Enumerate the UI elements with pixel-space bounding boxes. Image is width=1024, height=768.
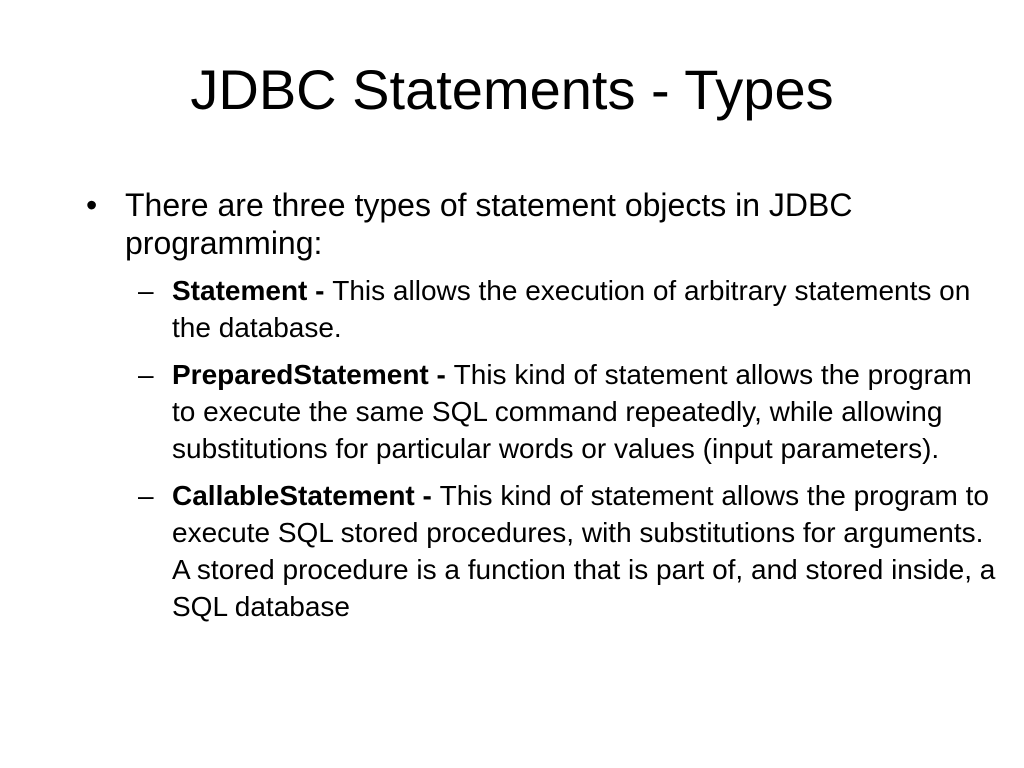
intro-text: There are three types of statement objects in JDBC programming:: [125, 187, 853, 261]
term-preparedstatement: PreparedStatement -: [172, 359, 454, 390]
dash-marker: –: [138, 480, 154, 511]
statement-types-list: [138, 272, 1006, 625]
description-preparedstatement: This kind of statement allows the program to execute the same SQL command repeatedly, while allowing substitutions for particular words or values (input parameters).: [172, 359, 972, 464]
list-item-statement: [138, 272, 1006, 346]
slide-title: JDBC Statements - Types: [190, 58, 834, 121]
dash-marker: –: [138, 275, 154, 306]
intro-bullet: [86, 186, 1006, 262]
bullet-marker: •: [86, 187, 98, 223]
term-statement: Statement -: [172, 275, 333, 306]
list-item-text: [172, 272, 1002, 346]
list-item-text: [172, 356, 1002, 467]
list-item-callablestatement: [138, 477, 1006, 625]
list-item-text: [172, 477, 1002, 625]
slide-body: [86, 186, 1006, 635]
dash-marker: –: [138, 359, 154, 390]
description-callablestatement: This kind of statement allows the program to execute SQL stored procedures, with substitutions for arguments. A stored procedure is a function that is part of, and stored inside, a SQL database: [172, 480, 996, 622]
list-item-preparedstatement: [138, 356, 1006, 467]
term-callablestatement: CallableStatement -: [172, 480, 440, 511]
description-statement: This allows the execution of arbitrary statements on the database.: [172, 275, 971, 343]
